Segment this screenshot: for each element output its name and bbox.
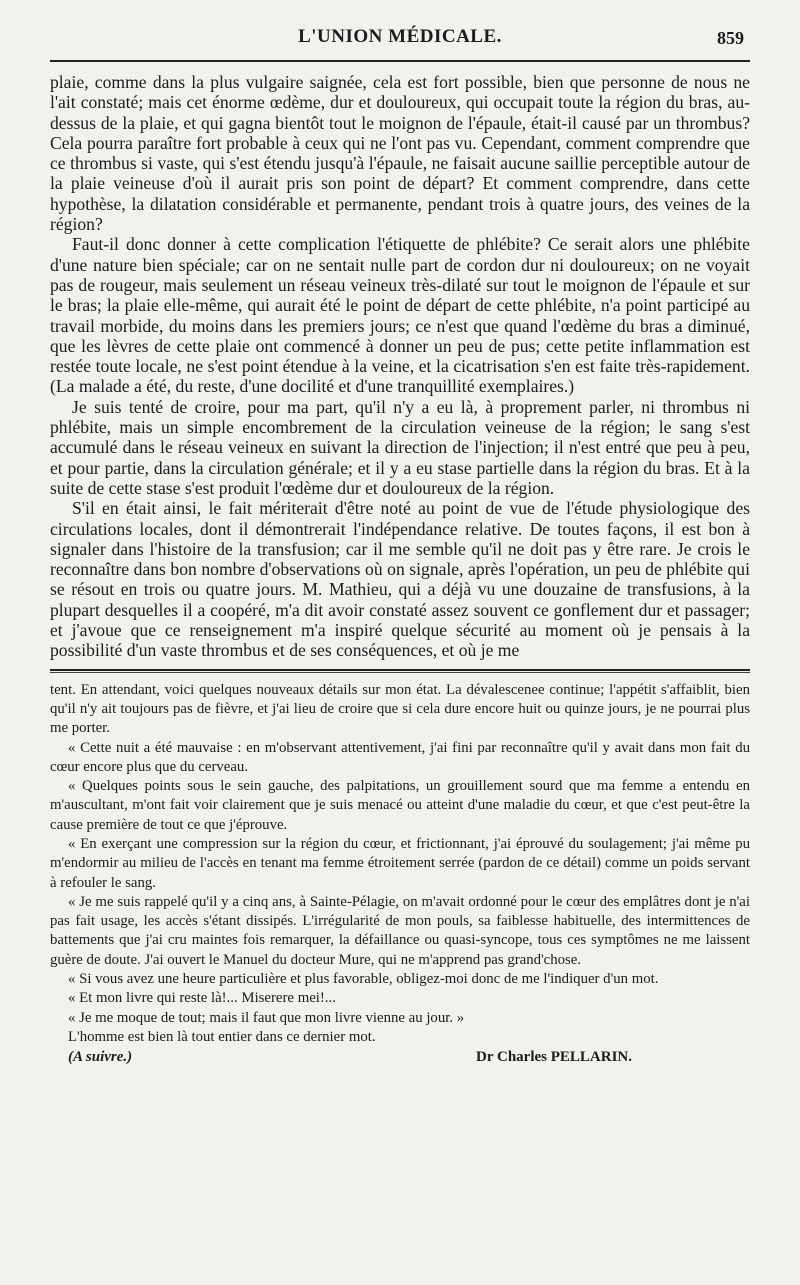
footnote-paragraph: « Quelques points sous le sein gauche, des palpitations, un grouillement sourd que ma femme a entendu en m'auscultant, m'ont fait voir clairement que je suis menacé ou atteint d'une maladie du cœur, et que c'est peut-être la cause première de tout ce que j'éprouve.: [50, 778, 750, 833]
paragraph: Faut-il donc donner à cette complication l'étiquette de phlébite? Ce serait alors une phlébite d'une nature bien spéciale; car on ne sentait nulle part de cordon dur ni douloureux; on ne voyait pas de rougeur, mais seulement un réseau veineux très-dilaté sur tout le moignon de l'épaule et sur le bras; la plaie elle-même, qui aurait été le point de départ de cette phlébite, n'a point participé au travail morbide, du moins dans les premiers jours; ce n'est que quand l'œdème du bras a diminué, que les lèvres de cette plaie ont commencé à donner un peu de pus; cette petite inflammation est restée toute locale, ne s'est point étendue à la veine, et la cicatrisation s'en est faite très-rapidement. (La malade a été, du reste, d'une docilité et d'une tranquillité exemplaires.): [50, 234, 750, 397]
footnote-rule: [50, 669, 750, 671]
footnote-paragraph: tent. En attendant, voici quelques nouveaux détails sur mon état. La dévalescenee continue; l'appétit s'affaiblit, bien qu'il n'y ait toujours pas de fièvre, et j'ai lieu de croire que si cela dure encore huit ou quinze jours, je ne pourrai plus me porter.: [50, 681, 750, 737]
page-number: 859: [717, 28, 744, 48]
footnote-paragraph: « Et mon livre qui reste là!... Miserere mei!...: [68, 990, 336, 1007]
journal-page: [50, 22, 750, 1066]
author-signature: Dr Charles PELLARIN.: [476, 1049, 632, 1066]
footnote-text: [50, 681, 750, 1048]
paragraph: plaie, comme dans la plus vulgaire saignée, cela est fort possible, bien que personne de nous ne l'ait constaté; mais cet énorme œdème, dur et douloureux, qui occupait toute la région du bras, au-dessus de la plaie, et qui gagna bientôt tout le moignon de l'épaule, était-il causé par un thrombus? Cela pourra paraître fort probable à ceux qui ne l'ont pas vu. Cependant, comment comprendre que ce thrombus si vaste, qui s'est étendu jusqu'à l'épaule, ne faisait aucune saillie perceptible autour de la plaie veineuse d'où il aurait pris son point de départ? Et comment comprendre, dans cette hypothèse, la dilatation considérable et permanente, pendant trois à quatre jours, des veines de la région?: [50, 72, 750, 235]
footnote-paragraph: « Je me suis rappelé qu'il y a cinq ans, à Sainte-Pélagie, on m'avait ordonné pour le cœur des emplâtres dont je n'ai pas fait usage, les accès s'étant dissipés. L'irrégularité de mon pouls, sa faiblesse habituelle, des intermittences de battements que j'ai cru maintes fois remarquer, la défaillance ou quasi-syncope, tous ces symptômes ne me laissent guère de doute. J'ai ouvert le Manuel du docteur Mure, qui ne m'apprend pas grand'chose.: [50, 893, 750, 968]
footnote-rule-thin: [50, 672, 750, 673]
footnote-paragraph: L'homme est bien là tout entier dans ce dernier mot.: [68, 1028, 376, 1045]
paragraph: Je suis tenté de croire, pour ma part, qu'il n'y a eu là, à proprement parler, ni thrombus ni phlébite, mais un simple encombrement de la circulation veineuse de la région; le sang s'est accumulé dans le réseau veineux en suivant la direction de l'injection; il n'est entré que peu à peu, et pour partie, dans la circulation générale; et il y a eu stase partielle dans la région du bras. Et à la suite de cette stase s'est produit l'œdème dur et douloureux de la région.: [50, 396, 750, 498]
footnote-paragraph: « Je me moque de tout; mais il faut que mon livre vienne au jour. »: [68, 1009, 465, 1026]
journal-title: L'UNION MÉDICALE.: [298, 26, 502, 47]
paragraph: S'il en était ainsi, le fait mériterait d'être noté au point de vue de l'étude physiologique des circulations locales, dont il démontrerait l'indépendance relative. De toutes façons, il est bon à signaler dans l'histoire de la transfusion; car il me semble qu'il ne doit pas y être rare. Je crois le reconnaître dans bon nombre d'observations où on signale, après l'opération, un peu de phlébite qui se résout en trois ou quatre jours. M. Mathieu, qui a déjà vu une douzaine de transfusions, à la plupart desquelles il a coopéré, m'a dit avoir constaté assez souvent ce gonflement dur et passager; et j'avoue que ce renseignement m'a inspiré quelque sécurité au moment où je pensais à la possibilité d'un vaste thrombus et de ses conséquences, et où je me: [50, 498, 750, 661]
signature-line: [50, 1049, 750, 1066]
main-text: [50, 72, 750, 661]
footnote-paragraph: « Si vous avez une heure particulière et plus favorable, obligez-moi donc de me l'indiquer d'un mot.: [68, 971, 659, 988]
footnote-paragraph: « En exerçant une compression sur la région du cœur, et frictionnant, j'ai éprouvé du soulagement; j'ai même pu m'endormir au milieu de l'accès en tenant ma femme étroitement serrée (pardon de ce détail) comme un poids servant à refouler le sang.: [50, 835, 750, 891]
footnote-paragraph: « Cette nuit a été mauvaise : en m'observant attentivement, j'ai fini par reconnaître qu'il y avait dans mon fait du cœur encore plus que du cerveau.: [50, 739, 750, 775]
to-be-continued: (A suivre.): [68, 1049, 133, 1066]
page-header: [50, 22, 750, 56]
header-rule: [50, 60, 750, 62]
